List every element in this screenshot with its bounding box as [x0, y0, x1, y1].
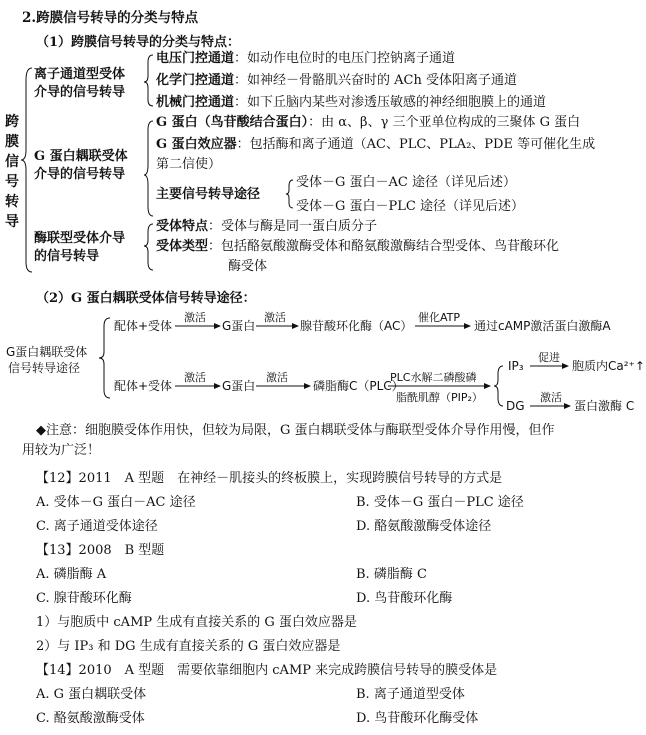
top-arrow3-label: 催化ATP — [418, 311, 461, 324]
section-heading: 2.跨膜信号转导的分类与特点 — [22, 10, 199, 26]
ion-row-key: 机械门控通道 — [156, 95, 235, 110]
enzyme-label-1: 酶联型受体介导 — [34, 231, 126, 246]
gprotein-label-2: 介导的信号转导 — [34, 167, 126, 182]
ip3-label: IP₃ — [508, 359, 524, 373]
top-arrow2-label: 激活 — [264, 311, 286, 324]
gprotein-row2-cont: 第二信使） — [156, 157, 222, 172]
ip3-end: 胞质内Ca²⁺↑ — [572, 359, 645, 373]
q12-option-a[interactable]: A. 受体－G 蛋白－AC 途径 — [36, 495, 196, 510]
q12-option-d[interactable]: D. 酪氨酸激酶受体途径 — [356, 519, 492, 534]
q13-option-d[interactable]: D. 鸟苷酸环化酶 — [356, 591, 453, 606]
enzyme-row1 — [156, 220, 377, 233]
ion-channel-label-1: 离子通道型受体 — [34, 67, 126, 82]
gprotein-row-key: G 蛋白效应器 — [156, 137, 237, 152]
enzyme-row-text: ：包括酪氨酸激酶受体和酪氨酸激酶结合型受体、鸟苷酸环化 — [208, 239, 560, 254]
top-arrow1-label: 激活 — [184, 311, 206, 324]
gprotein-path2: 受体－G 蛋白－PLC 途径（详见后述） — [296, 199, 524, 214]
ion-channel-label-2: 介导的信号转导 — [34, 85, 126, 100]
q14-stem: 【14】2010 A 型题 需要依靠细胞内 cAMP 来完成跨膜信号转导的膜受体是 — [36, 663, 498, 678]
ion-row-key: 化学门控通道 — [156, 73, 235, 88]
top-start: 配体+受体 — [114, 319, 173, 333]
q12-option-b[interactable]: B. 受体－G 蛋白－PLC 途径 — [356, 495, 524, 510]
gprotein-row-key: G 蛋白（鸟苷酸结合蛋白） — [156, 115, 309, 130]
bottom-enzyme: 磷脂酶C（PLC） — [313, 379, 404, 393]
q13-option-b[interactable]: B. 磷脂酶 C — [356, 567, 427, 582]
q12-stem: 【12】2011 A 型题 在神经－肌接头的终板膜上，实现跨膜信号转导的方式是 — [36, 471, 503, 486]
top-enzyme: 腺苷酸环化酶（AC） — [300, 319, 413, 333]
q14-option-a[interactable]: A. G 蛋白耦联受体 — [36, 687, 147, 702]
path-bracket — [286, 180, 293, 208]
ion-row-key: 电压门控通道 — [156, 51, 235, 66]
enzyme-bracket — [144, 224, 153, 270]
top-end: 通过cAMP激活蛋白激酶A — [474, 319, 611, 333]
vertical-label: 跨膜信号转导 — [5, 114, 19, 230]
gprotein-row-text: ：包括酶和离子通道（AC、PLC、PLA₂、PDE 等可催化生成 — [236, 137, 596, 152]
bottom-arrow1-label: 激活 — [184, 371, 206, 384]
pathway-bracket — [99, 318, 110, 398]
bottom-arrow3-top: PLC水解二磷酸磷 — [390, 371, 477, 384]
outer-bracket — [21, 68, 32, 272]
bottom-arrow3-bottom: 脂酰肌醇（PIP₂） — [396, 391, 483, 404]
bottom-start: 配体+受体 — [114, 379, 173, 393]
q12-option-c[interactable]: C. 离子通道受体途径 — [36, 519, 158, 534]
dg-label: DG — [506, 399, 525, 413]
ion-row-chemical — [156, 74, 517, 87]
ip3-dg-bracket — [494, 366, 503, 406]
ion-row-mechanical — [156, 96, 546, 109]
ip3-arrow-label: 促进 — [538, 351, 560, 364]
pathway-left-label-2: 信号转导途径 — [8, 361, 81, 375]
pathway-left-label-1: G蛋白耦联受体 — [6, 345, 88, 359]
top-g: G蛋白 — [222, 319, 256, 333]
gprotein-row1 — [156, 116, 580, 129]
q13-stem: 【13】2008 B 型题 — [36, 543, 165, 558]
q14-option-b[interactable]: B. 离子通道型受体 — [356, 687, 465, 702]
q13-sub-1: 1）与胞质中 cAMP 生成有直接关系的 G 蛋白效应器是 — [36, 615, 357, 630]
q13-sub-2: 2）与 IP₃ 和 DG 生成有直接关系的 G 蛋白效应器是 — [36, 639, 341, 654]
gprotein-row-text: ：由 α、β、γ 三个亚单位构成的三聚体 G 蛋白 — [308, 115, 581, 130]
enzyme-row2 — [156, 240, 559, 253]
enzyme-label-2: 的信号转导 — [34, 249, 100, 264]
note-line-1: ◆注意：细胞膜受体作用快，但较为局限，G 蛋白耦联受体与酶联型受体介导作用慢，但作 — [36, 423, 555, 438]
gprotein-bracket — [144, 121, 153, 216]
ion-row-text: ：如动作电位时的电压门控钠离子通道 — [234, 51, 456, 66]
enzyme-row2-cont: 酶受体 — [228, 259, 268, 274]
gprotein-row2 — [156, 138, 595, 151]
ion-row-text: ：如神经－骨骼肌兴奋时的 ACh 受体阳离子通道 — [234, 73, 517, 88]
gprotein-path1: 受体－G 蛋白－AC 途径（详见后述） — [296, 175, 516, 190]
gprotein-label-1: G 蛋白耦联受体 — [34, 149, 128, 164]
ion-row-voltage — [156, 52, 455, 65]
ion-bracket — [144, 55, 153, 106]
dg-arrow-label: 激活 — [540, 391, 562, 404]
q13-option-a[interactable]: A. 磷脂酶 A — [36, 567, 107, 582]
enzyme-row-text: ：受体与酶是同一蛋白质分子 — [208, 219, 378, 234]
q14-option-d[interactable]: D. 鸟苷酸环化酶受体 — [356, 711, 479, 726]
note-line-2: 用较为广泛！ — [22, 443, 101, 458]
q14-option-c[interactable]: C. 酪氨酸激酶受体 — [36, 711, 145, 726]
subheading-pathway: （2）G 蛋白耦联受体信号转导途径： — [36, 291, 256, 306]
enzyme-row-key: 受体类型 — [156, 239, 209, 254]
bottom-arrow2-label: 激活 — [266, 371, 288, 384]
subheading-classification: （1）跨膜信号转导的分类与特点： — [36, 35, 241, 50]
q13-option-c[interactable]: C. 腺苷酸环化酶 — [36, 591, 132, 606]
enzyme-row-key: 受体特点 — [156, 219, 209, 234]
bottom-g: G蛋白 — [222, 379, 256, 393]
ion-row-text: ：如下丘脑内某些对渗透压敏感的神经细胞膜上的通道 — [234, 95, 547, 110]
dg-end: 蛋白激酶 C — [574, 399, 635, 413]
gprotein-path-key: 主要信号转导途径 — [156, 187, 261, 202]
